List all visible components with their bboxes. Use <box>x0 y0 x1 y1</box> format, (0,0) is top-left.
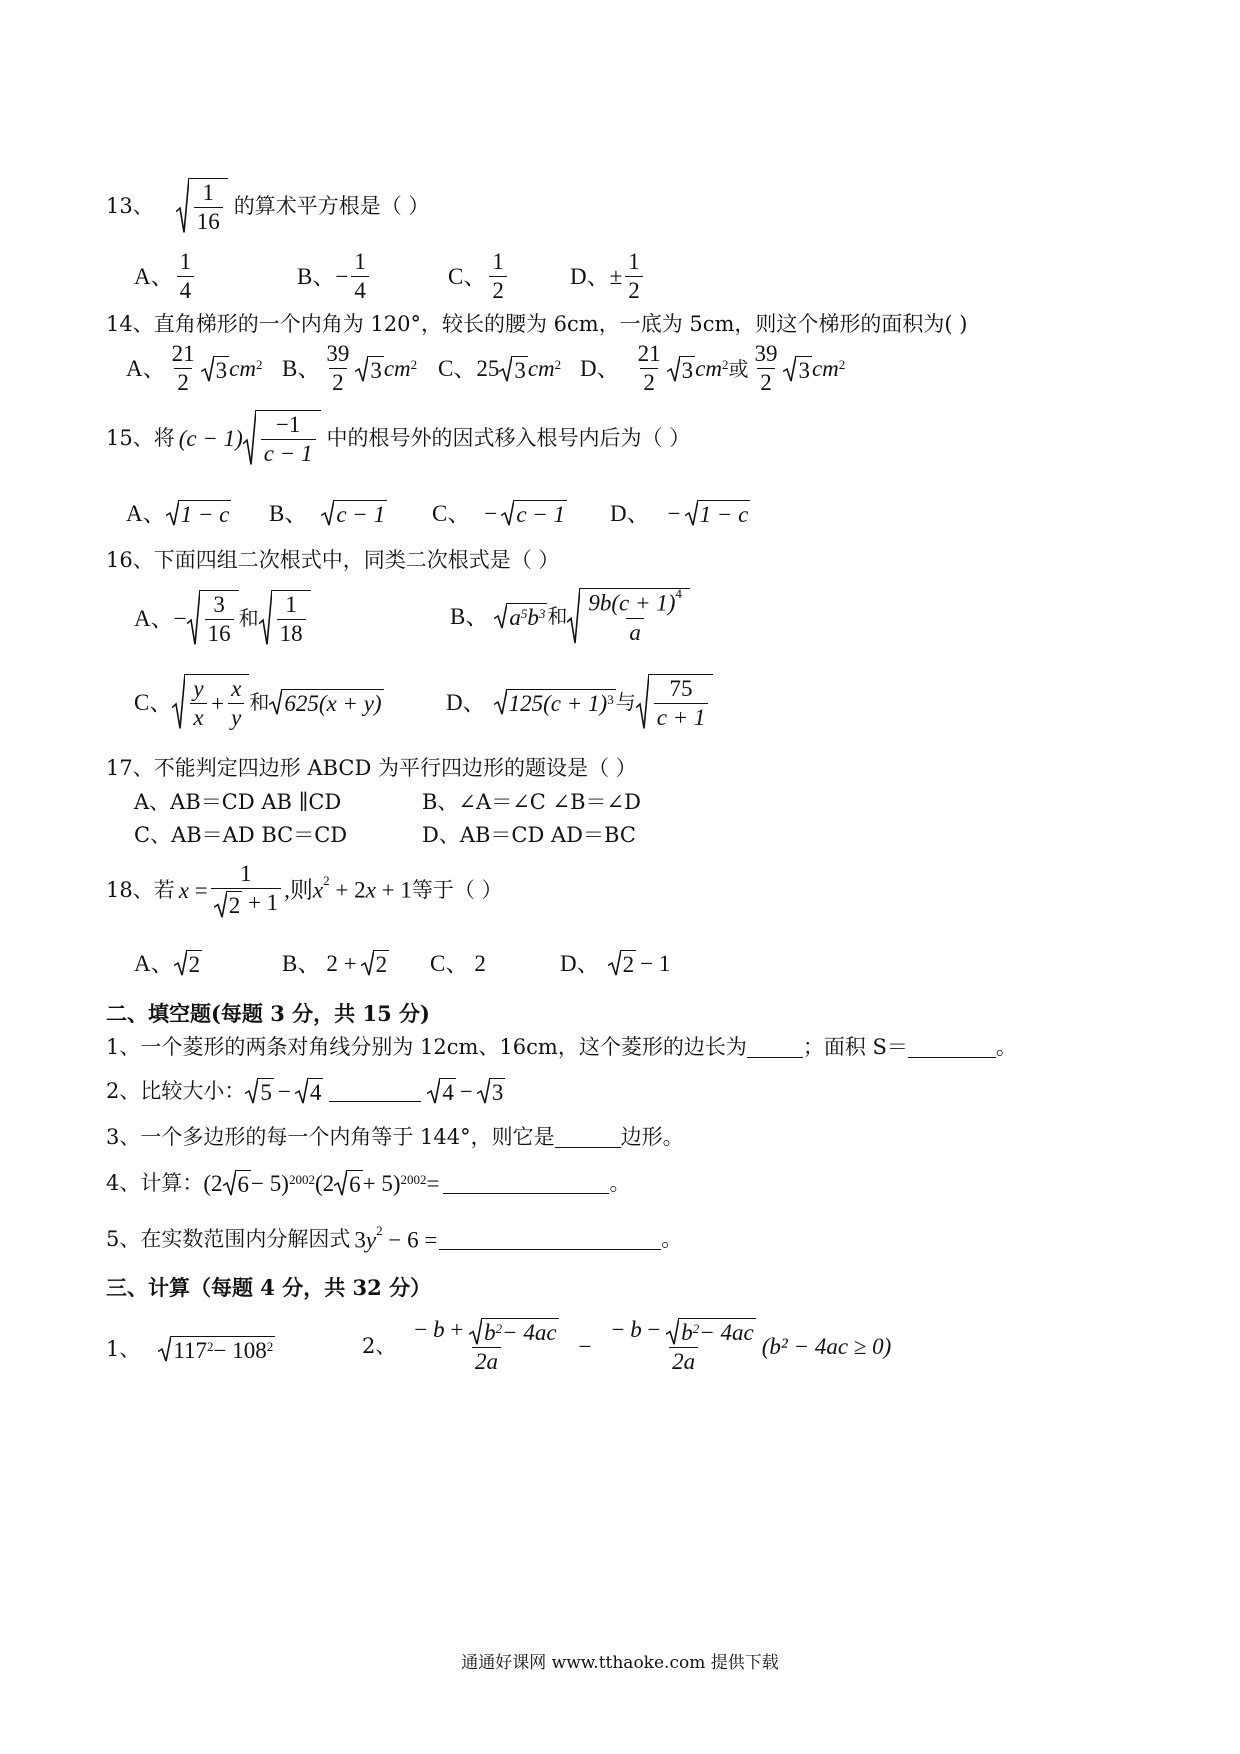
question-number: 15、 <box>106 425 154 450</box>
question-stem: 下面四组二次根式中，同类二次根式是（ ） <box>153 548 560 572</box>
section-3-title: 三、计算（每题 4 分，共 32 分） <box>106 1275 432 1300</box>
option-b: B、 c − 1 <box>269 500 386 527</box>
question-stem: 直角梯形的一个内角为 120°，较长的腰为 6cm，一底为 5cm，则这个梯形的面积为( ) <box>153 312 968 336</box>
sqrt-expression: $\frac{1}{16}$ <box>176 178 228 234</box>
option-d: D、 ± $\frac{1}{2}$ <box>570 250 646 303</box>
answer-blank[interactable] <box>439 1229 661 1250</box>
question-16 <box>106 550 559 571</box>
fill-item-1: 1、一个菱形的两条对角线分别为 12cm、16cm，这个菱形的边长为 ；面积 S＝ 。 <box>106 1035 1017 1059</box>
calc-item-1: 1、 117 2 − 108 2 <box>106 1336 274 1363</box>
question-stem: 的算术平方根是（ ） <box>233 193 430 218</box>
option-d: D、 2 − 1 <box>560 950 671 977</box>
q16-option-d: D、 125(c + 1) 3 与 $\frac{75}{c + 1}$ <box>446 674 713 730</box>
question-17 <box>106 758 637 779</box>
q16-option-a: A、 − $\frac{3}{16}$ 和 $\frac{1}{18}$ <box>134 590 311 646</box>
calc-item-2: 2、 − b + b 2 − 4ac 2a − − b − b 2 − 4ac 2a (b² − 4ac ≥ 0) <box>362 1317 892 1375</box>
q16-option-c: C、 $\frac{y}{x}$ + $\frac{x}{y}$ 和 625(x + y) <box>134 676 382 731</box>
option-d: D、 $\frac{21}{2}$ 3 cm 2 或 $\frac{39}{2}$ 3 cm 2 <box>580 341 846 396</box>
question-number: 18、 <box>106 877 154 902</box>
question-number: 13、 <box>106 193 154 218</box>
option-a: A、 2 <box>134 950 201 977</box>
sqrt-expression: $\frac{-1}{c - 1}$ <box>243 410 321 466</box>
question-18: 18、 若 x = 1 2 + 1 ,则$x^2 + 2x + 1$ 等于（ ） <box>106 861 503 919</box>
q18-options <box>134 950 670 976</box>
fill-item-5: 5、在实数范围内分解因式 $3y^2 - 6$ = 。 <box>106 1223 683 1253</box>
q15-options <box>126 500 750 526</box>
question-number: 17、 <box>106 756 154 780</box>
option-c: C、 25 3 cm 2 <box>438 356 562 383</box>
answer-blank[interactable] <box>555 1127 621 1148</box>
option-a: A、 $\frac{21}{2}$ 3 cm 2 <box>126 341 263 396</box>
question-stem: 等于（ ） <box>411 877 503 902</box>
option-a: A、 1 − c <box>126 500 230 527</box>
q17-option-a: A、AB＝CD AB ∥CD <box>134 790 342 814</box>
question-13 <box>106 178 429 234</box>
question-number: 14、 <box>106 312 154 336</box>
question-number: 16、 <box>106 548 154 572</box>
question-15: 15、 将 (c − 1) $\frac{-1}{c - 1}$ 中的根号外的因式移入根号内后为（ ） <box>106 412 691 467</box>
option-c: C、 2 <box>430 950 486 976</box>
answer-blank[interactable] <box>908 1037 996 1058</box>
q17-option-b: B、∠A＝∠C ∠B＝∠D <box>422 790 641 814</box>
q17-option-d: D、AB＝CD AD＝BC <box>422 823 636 847</box>
section-2-title: 二、填空题(每题 3 分，共 15 分) <box>106 1001 430 1026</box>
option-c: C、 − c − 1 <box>432 500 566 527</box>
fill-item-4: 4、计算： (2 6 − 5) 2002 (2 6 + 5) 2002 = 。 <box>106 1170 631 1197</box>
option-a: A、 $\frac{1}{4}$ <box>134 250 297 303</box>
q14-options <box>126 342 845 395</box>
question-stem: 中的根号外的因式移入根号内后为（ ） <box>326 425 691 450</box>
question-14 <box>106 314 967 335</box>
option-c: C、 $\frac{1}{2}$ <box>448 250 570 303</box>
q17-option-c: C、AB＝AD BC＝CD <box>134 823 348 847</box>
footer-text: 通通好课网 www.tthaoke.com 提供下载 <box>461 1653 779 1673</box>
fill-item-2: 2、比较大小： 5 − 4 4 − 3 <box>106 1078 504 1105</box>
option-b: B、 − $\frac{1}{4}$ <box>297 250 448 303</box>
fill-item-3: 3、一个多边形的每一个内角等于 144°，则它是 边形。 <box>106 1125 684 1149</box>
q16-option-b: B、 a 5 b 3 和 $\frac{9b(c + 1)^4}{a}$ <box>450 588 690 645</box>
option-b: B、 2 + 2 <box>282 950 388 977</box>
answer-blank[interactable] <box>443 1173 609 1194</box>
option-b: B、 $\frac{39}{2}$ 3 cm 2 <box>282 341 418 396</box>
option-d: D、 − 1 − c <box>610 500 749 527</box>
q13-options <box>134 250 646 303</box>
answer-blank[interactable] <box>329 1081 421 1102</box>
answer-blank[interactable] <box>747 1037 803 1058</box>
question-stem: 不能判定四边形 ABCD 为平行四边形的题设是（ ） <box>153 756 637 780</box>
